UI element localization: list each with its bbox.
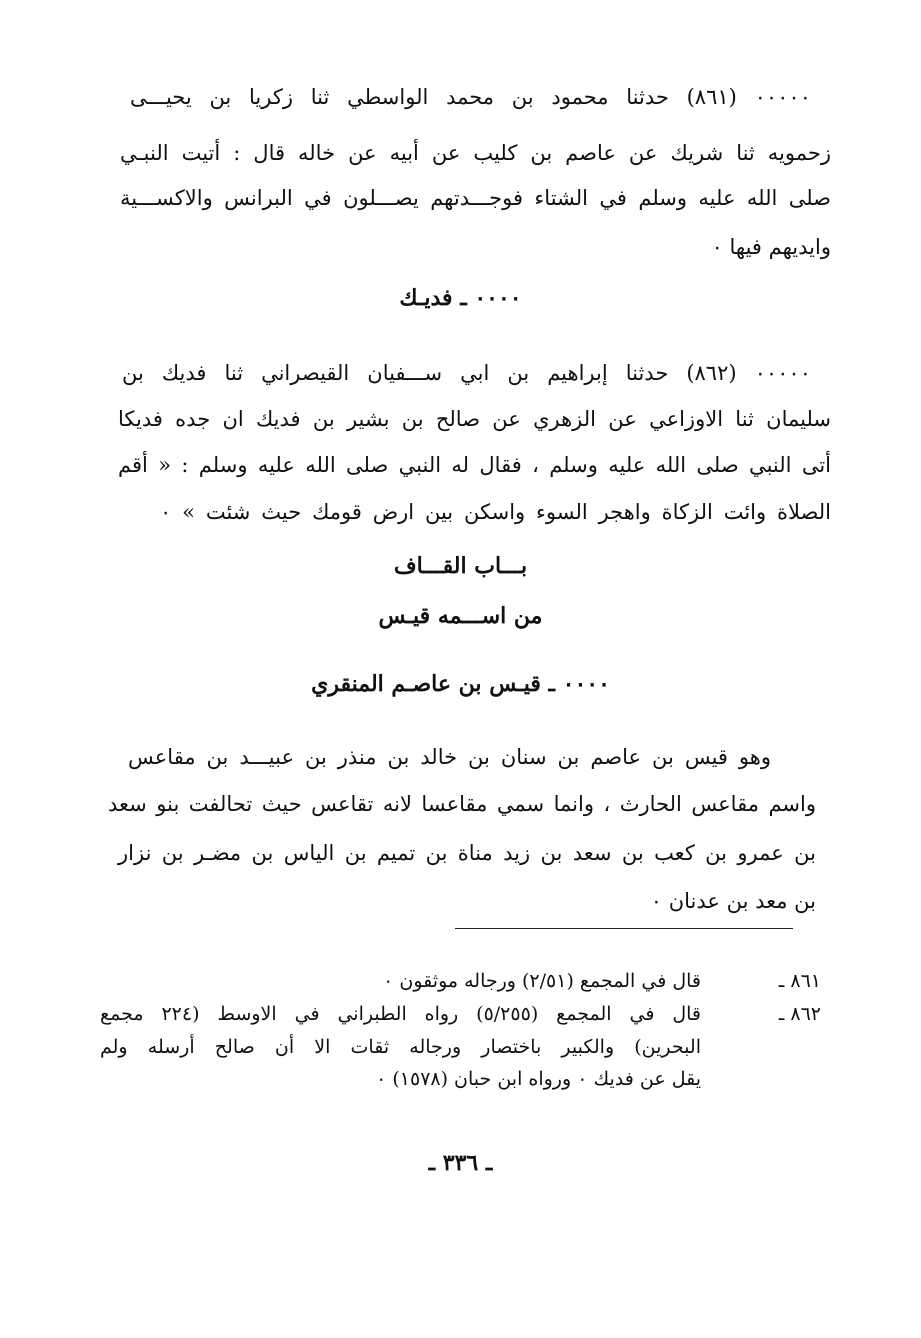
footnote-text: البحرين) والكبير باختصار ورجاله ثقات الا أن صالح أرسله ولم bbox=[100, 1036, 701, 1058]
footnote-number: ٨٦١ ـ bbox=[778, 970, 821, 992]
biography-line-2: واسم مقاعس الحارث ، وانما سمي مقاعسا لانه تقاعس حيث تحالفت بنو سعد bbox=[108, 792, 816, 816]
footnote-number: ٨٦٢ ـ bbox=[778, 1003, 821, 1025]
biography-line-3: بن عمرو بن كعب بن سعد بن زيد مناة بن تميم بن الياس بن مضـر بن نزار bbox=[118, 841, 816, 865]
hadith-861-line-1: ٠٠٠٠٠ (٨٦١) حدثنا محمود بن محمد الواسطي ثنا زكريا بن يحيـــى bbox=[130, 85, 811, 109]
footnote-separator bbox=[455, 928, 793, 929]
page-number: ـ ٣٣٦ ـ bbox=[428, 1150, 493, 1176]
section-heading-qays: ٠٠٠٠ ـ قيـس بن عاصـم المنقري bbox=[311, 671, 610, 697]
hadith-862-line-3: أتى النبي صلى الله عليه وسلم ، فقال له النبي صلى الله عليه وسلم : « أقم bbox=[118, 453, 831, 477]
footnote-text: قال في المجمع (٢/٥١) ورجاله موثقون ٠ bbox=[383, 970, 701, 992]
chapter-title: بـــاب القـــاف bbox=[393, 553, 528, 579]
hadith-861-line-4: وايديهم فيها ٠ bbox=[711, 235, 831, 259]
biography-line-1: وهو قيس بن عاصم بن سنان بن خالد بن منذر بن عبيـــد بن مقاعس bbox=[128, 745, 771, 769]
hadith-862-line-4: الصلاة وائت الزكاة واهجر السوء واسكن بين ارض قومك حيث شئت » ٠ bbox=[160, 500, 831, 524]
hadith-861-line-2: زحمويه ثنا شريك عن عاصم بن كليب عن أبيه عن خاله قال : أتيت النبـي bbox=[120, 141, 831, 165]
footnote-text: يقل عن فديك ٠ ورواه ابن حبان (١٥٧٨) ٠ bbox=[376, 1068, 701, 1090]
biography-line-4: بن معد بن عدنان ٠ bbox=[650, 889, 816, 913]
section-heading-fudaik: ٠٠٠٠ ـ فديـك bbox=[399, 285, 522, 311]
hadith-862-line-2: سليمان ثنا الاوزاعي عن الزهري عن صالح بن بشير بن فديك ان جده فديكا bbox=[118, 407, 831, 431]
hadith-862-line-1: ٠٠٠٠٠ (٨٦٢) حدثنا إبراهيم بن ابي ســـفيان القيصراني ثنا فديك بن bbox=[122, 361, 811, 385]
footnote-text: قال في المجمع (٥/٢٥٥) رواه الطبراني في الاوسط (٢٢٤ مجمع bbox=[100, 1003, 702, 1025]
hadith-861-line-3: صلى الله عليه وسلم في الشتاء فوجـــدتهم يصـــلون في البرانس والاكســـية bbox=[120, 186, 831, 210]
chapter-subtitle: من اســـمه قيـس bbox=[378, 603, 543, 629]
